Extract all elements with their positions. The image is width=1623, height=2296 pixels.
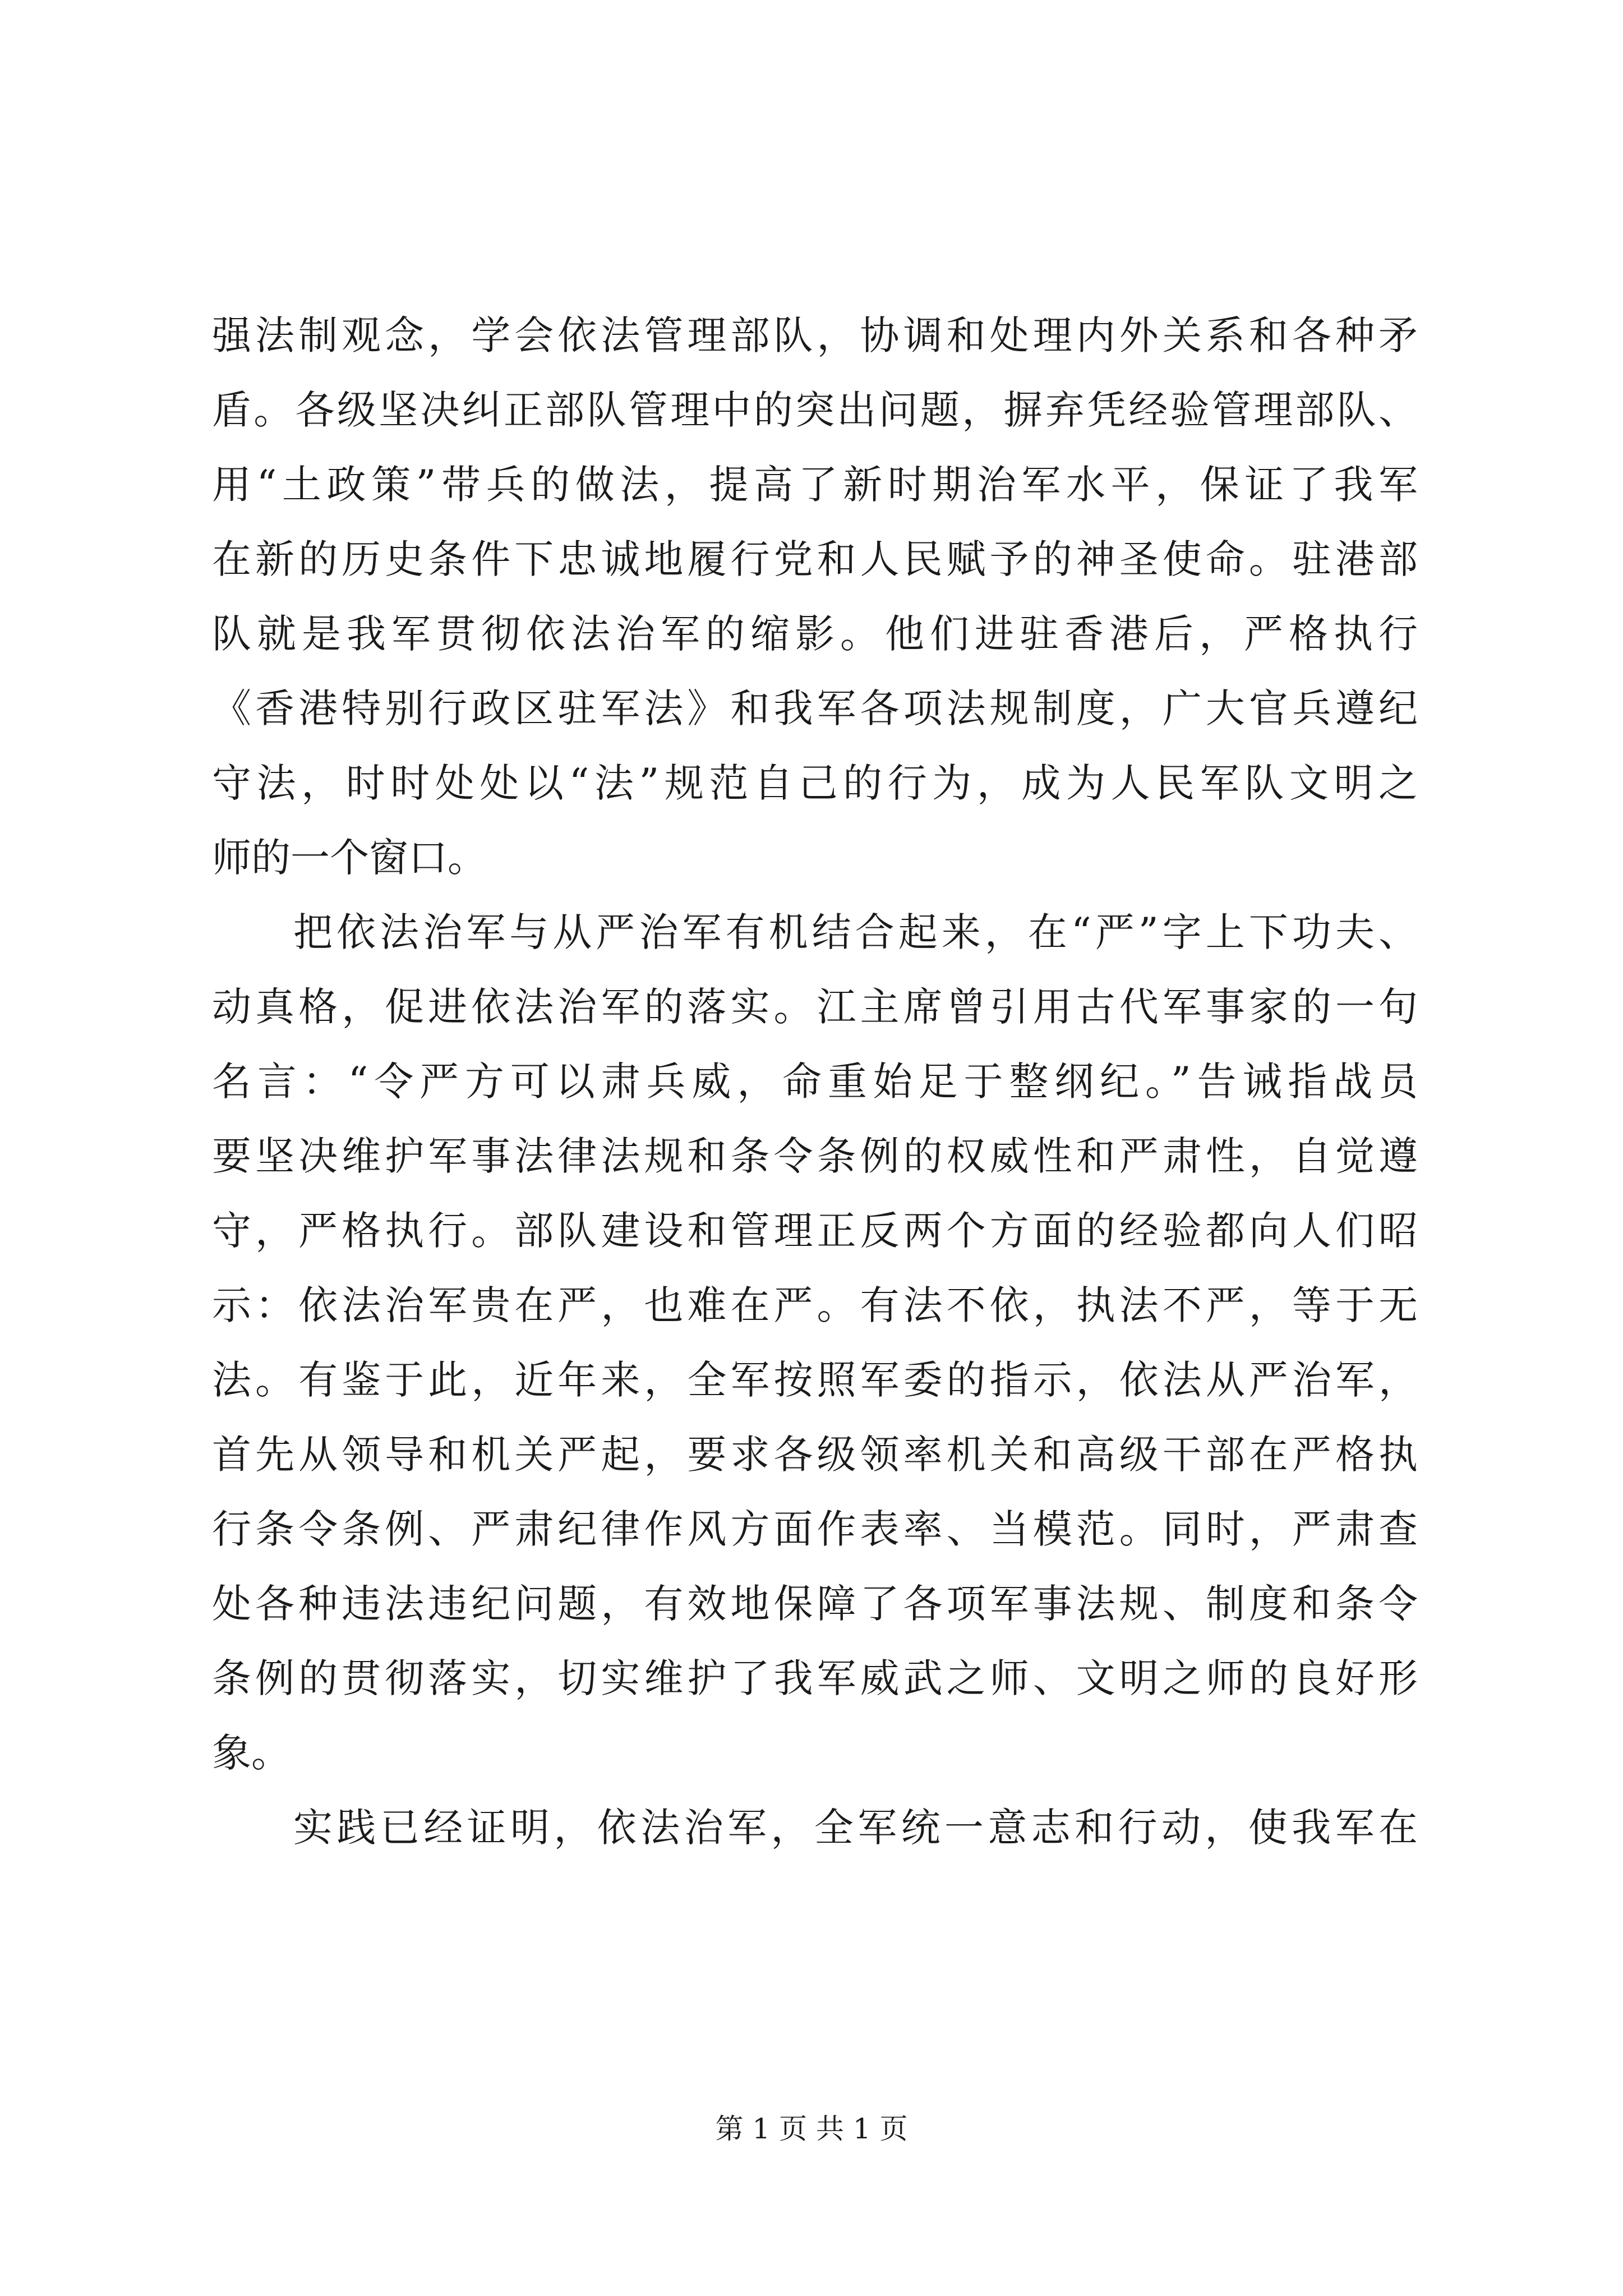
text-line: 盾。各级坚决纠正部队管理中的突出问题，摒弃凭经验管理部队、 <box>212 387 1418 433</box>
text-line: 守法，时时处处以“法”规范自己的行为，成为人民军队文明之 <box>212 760 1418 806</box>
text-line: 名言：“令严方可以肃兵威，命重始足于整纲纪。”告诫指战员 <box>212 1059 1418 1105</box>
text-line: 《香港特别行政区驻军法》和我军各项法规制度，广大官兵遵纪 <box>212 685 1418 731</box>
text-line: 守，严格执行。部队建设和管理正反两个方面的经验都向人们昭 <box>212 1208 1418 1254</box>
text-line: 条例的贯彻落实，切实维护了我军威武之师、文明之师的良好形 <box>212 1655 1418 1701</box>
text-line: 法。有鉴于此，近年来，全军按照军委的指示，依法从严治军， <box>212 1357 1418 1403</box>
text-line: 强法制观念，学会依法管理部队，协调和处理内外关系和各种矛 <box>212 312 1418 358</box>
text-line: 处各种违法违纪问题，有效地保障了各项军事法规、制度和条令 <box>212 1581 1418 1627</box>
text-line: 行条令条例、严肃纪律作风方面作表率、当模范。同时，严肃查 <box>212 1506 1418 1552</box>
text-line: 首先从领导和机关严起，要求各级领率机关和高级干部在严格执 <box>212 1432 1418 1478</box>
text-line: 师的一个窗口。 <box>212 835 487 881</box>
text-line: 动真格，促进依法治军的落实。江主席曾引用古代军事家的一句 <box>212 984 1418 1030</box>
text-line: 用“土政策”带兵的做法，提高了新时期治军水平，保证了我军 <box>212 462 1418 508</box>
text-line: 象。 <box>212 1730 291 1776</box>
text-line: 示：依法治军贵在严，也难在严。有法不依，执法不严，等于无 <box>212 1282 1418 1328</box>
text-line: 在新的历史条件下忠诚地履行党和人民赋予的神圣使命。驻港部 <box>212 536 1418 582</box>
paragraph-first-line: 把依法治军与从严治军有机结合起来，在“严”字上下功夫、 <box>293 909 1418 955</box>
text-line: 要坚决维护军事法律法规和条令条例的权威性和严肃性，自觉遵 <box>212 1133 1418 1179</box>
page-number-footer: 第 1 页 共 1 页 <box>715 2113 908 2145</box>
text-line: 队就是我军贯彻依法治军的缩影。他们进驻香港后，严格执行 <box>212 611 1418 657</box>
paragraph-first-line: 实践已经证明，依法治军，全军统一意志和行动，使我军在 <box>293 1805 1418 1851</box>
